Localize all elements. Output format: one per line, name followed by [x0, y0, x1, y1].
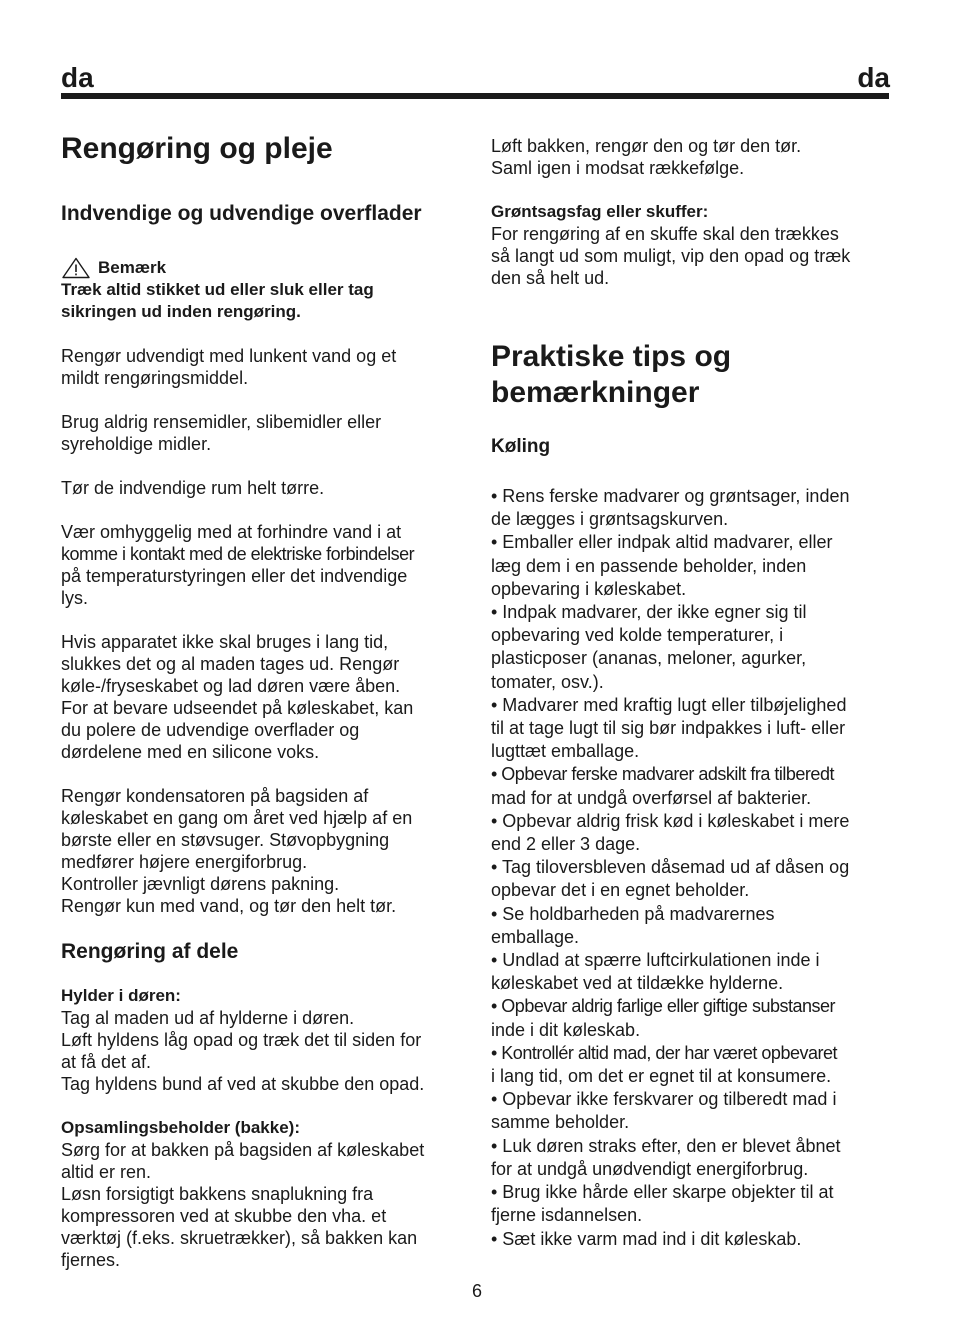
paragraph-condenser: Rengør kondensatoren på bagsiden af køleskabet en gang om året ved hjælp af en børste eller en støvsuger. Støvopbygning medfører højere energiforbrug. Kontroller jævnligt dørens pakning. Rengør kun med vand, og tør den helt tør.: [61, 786, 413, 916]
list-item: • Opbevar ferske madvarer adskilt fra tilberedt: [491, 764, 834, 785]
drip-tray-block: [61, 1117, 471, 1271]
warning-icon: [61, 257, 91, 279]
list-item: • Opbevar ikke ferskvarer og tilberedt mad i: [491, 1089, 837, 1110]
list-item: • Tag tiloversbleven dåsemad ud af dåsen og: [491, 857, 850, 878]
header-language-left: da: [61, 62, 94, 93]
paragraph-no-abrasives: Brug aldrig rensemidler, slibemidler eller syreholdige midler.: [61, 412, 382, 454]
cooling-tips-list: [491, 485, 896, 1251]
list-item: samme beholder.: [491, 1112, 630, 1133]
list-item: inde i dit køleskab.: [491, 1019, 641, 1040]
list-item: • Kontrollér altid mad, der har været opbevaret: [491, 1042, 837, 1063]
list-item: • Sæt ikke varm mad ind i dit køleskab.: [491, 1228, 802, 1249]
list-item: de lægges i grøntsagskurven.: [491, 509, 729, 530]
section-title-parts: Rengøring af dele: [61, 940, 239, 963]
right-column: [491, 135, 896, 1251]
tips-title: Praktiske tips og bemærkninger: [491, 340, 732, 409]
door-shelves-text: Tag al maden ud af hylderne i døren. Løft hyldens låg opad og træk det til siden for at få det af. Tag hyldens bund af ved at skubbe den opad.: [61, 1008, 425, 1094]
list-item: • Undlad at spærre luftcirkulationen inde i: [491, 950, 820, 971]
list-item: fjerne isdannelsen.: [491, 1205, 643, 1226]
header-rule: [61, 93, 889, 99]
list-item: • Opbevar aldrig frisk kød i køleskabet i mere: [491, 810, 850, 831]
list-item: for at undgå unødvendigt energiforbrug.: [491, 1158, 809, 1179]
header-language-right: da: [857, 62, 890, 93]
drip-tray-label: Opsamlingsbeholder (bakke):: [61, 1118, 300, 1137]
list-item: mad for at undgå overførsel af bakterier.: [491, 787, 812, 808]
note-block: [61, 257, 471, 323]
left-column: [61, 131, 471, 1271]
list-item: til at tage lugt til sig bør indpakkes i luft- eller: [491, 718, 846, 739]
list-item: • Brug ikke hårde eller skarpe objekter til at: [491, 1182, 834, 1203]
list-item: lugttæt emballage.: [491, 741, 640, 762]
list-item: • Opbevar aldrig farlige eller giftige substanser: [491, 996, 835, 1017]
door-shelves-block: [61, 985, 471, 1095]
paragraph-dry: Tør de indvendige rum helt tørre.: [61, 478, 325, 498]
paragraph-long-storage: Hvis apparatet ikke skal bruges i lang tid, slukkes det og al maden tages ud. Rengør køle-/fryseskabet og lad døren være åben. For at bevare udseendet på køleskabet, kan du polere de udvendige overflader og dørdelene med en silicone voks.: [61, 632, 414, 762]
drawer-text: For rengøring af en skuffe skal den trækkes så langt ud som muligt, vip den opad og træk den så helt ud.: [491, 224, 851, 288]
list-item: i lang tid, om det er egnet til at konsumere.: [491, 1066, 832, 1087]
list-item: emballage.: [491, 926, 580, 947]
list-item: end 2 eller 3 dage.: [491, 834, 641, 855]
list-item: opbevaring i køleskabet.: [491, 578, 687, 599]
paragraph-water-warning: Vær omhyggelig med at forhindre vand i at komme i kontakt med de elektriske forbindelser på temperaturstyringen eller det indvendige lys.: [61, 522, 415, 608]
list-item: • Indpak madvarer, der ikke egner sig til: [491, 602, 807, 623]
list-item: læg dem i en passende beholder, inden: [491, 555, 807, 576]
note-header: [61, 257, 471, 279]
paragraph-exterior: Rengør udvendigt med lunkent vand og et mildt rengøringsmiddel.: [61, 346, 397, 388]
cooling-title: Køling: [491, 436, 551, 457]
drawer-block: [491, 201, 896, 289]
page-number: 6: [471, 1281, 482, 1301]
list-item: tomater, osv.).: [491, 671, 604, 692]
list-item: • Rens ferske madvarer og grøntsager, inden: [491, 486, 850, 506]
list-item: køleskabet ved at tildække hylderne.: [491, 973, 784, 994]
door-shelves-label: Hylder i døren:: [61, 986, 181, 1005]
list-item: plasticposer (ananas, meloner, agurker,: [491, 648, 807, 669]
list-item: • Madvarer med kraftig lugt eller tilbøjelighed: [491, 694, 847, 715]
drawer-label: Grøntsagsfag eller skuffer:: [491, 202, 709, 221]
drip-tray-text: Sørg for at bakken på bagsiden af køleskabet altid er ren. Løsn forsigtigt bakkens snaplukning fra kompressoren ved at skubbe den vha. et værktøj (f.eks. skruetrækker), så bakken kan fjernes.: [61, 1140, 425, 1270]
page-title: Rengøring og pleje: [61, 132, 333, 165]
list-item: • Emballer eller indpak altid madvarer, eller: [491, 532, 833, 553]
section-title-surfaces: Indvendige og udvendige overflader: [61, 202, 422, 225]
list-item: opbevaring ved kolde temperaturer, i: [491, 625, 784, 646]
note-label: Bemærk: [98, 258, 167, 277]
drip-tray-continued: Løft bakken, rengør den og tør den tør. Saml igen i modsat rækkefølge.: [491, 136, 802, 178]
note-text: Træk altid stikket ud eller sluk eller tag sikringen ud inden rengøring.: [61, 280, 374, 321]
list-item: opbevar det i en egnet beholder.: [491, 880, 750, 901]
list-item: • Se holdbarheden på madvarernes: [491, 903, 775, 924]
list-item: • Luk døren straks efter, den er blevet åbnet: [491, 1135, 841, 1156]
